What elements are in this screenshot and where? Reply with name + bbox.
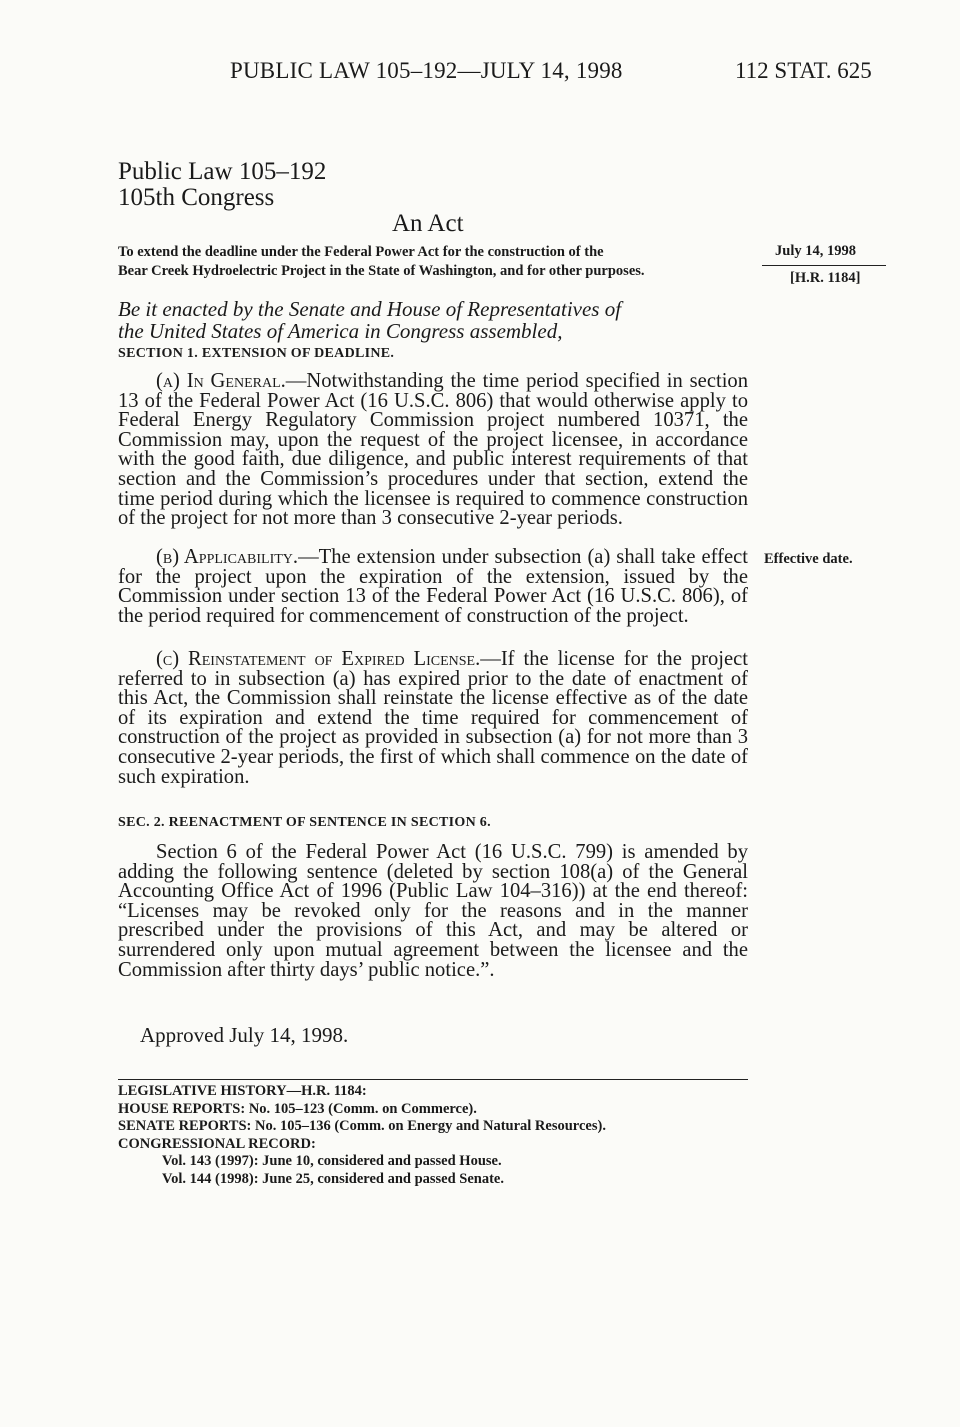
history-senate-reports: SENATE REPORTS: No. 105–136 (Comm. on Energy and Natural Resources). bbox=[118, 1118, 606, 1134]
section-1-heading: SECTION 1. EXTENSION OF DEADLINE. bbox=[118, 346, 395, 361]
subsection-a-label: (a) In General. bbox=[156, 370, 286, 392]
approval-line: Approved July 14, 1998. bbox=[140, 1023, 349, 1047]
subsection-b bbox=[118, 548, 748, 626]
an-act-heading: An Act bbox=[392, 210, 464, 237]
history-house-reports: HOUSE REPORTS: No. 105–123 (Comm. on Commerce). bbox=[118, 1100, 477, 1117]
public-law-number: Public Law 105–192 bbox=[118, 158, 327, 185]
subsection-a-text: —Notwithstanding the time period specified in section 13 of the Federal Power Act (16 U.S.C. 806) that would otherwise apply to Federal Energy Regulatory Commission project numbered 10371, the Commission may, upon the request of the project licensee, in accordance with the good faith, due diligence, and public interest requirements of that section and the Commission’s procedures under that section, extend the time period during which the licensee is required to commence construction of the project for not more than 3 consecutive 2-year periods. bbox=[118, 370, 749, 530]
section-2-body bbox=[118, 843, 748, 980]
subsection-a bbox=[118, 372, 748, 529]
history-heading: LEGISLATIVE HISTORY—H.R. 1184: bbox=[118, 1083, 367, 1099]
subsection-b-text: —The extension under subsection (a) shall take effect for the project upon the expiration of the extension, issued by the Commission under section 13 of the Federal Power Act (16 U.S.C. 806), of the period required for commencement of construction of the project. bbox=[118, 546, 748, 627]
subsection-c-text: —If the license for the project referred to in subsection (a) has expired prior to the date of enactment of this Act, the Commission shall reinstate the license effective as of the date of its expiration and extend the time required for commencement of construction of the project as provided in subsection (a) for not more than 3 consecutive 2-year periods, the first of which shall commence on the date of such expiration. bbox=[118, 648, 748, 788]
enacting-line: Be it enacted by the Senate and House of Representatives of bbox=[118, 297, 622, 321]
history-rule bbox=[118, 1079, 748, 1080]
subsection-c bbox=[118, 650, 748, 787]
legislative-history bbox=[118, 1083, 606, 1188]
purpose-clause bbox=[118, 243, 758, 281]
enacting-clause bbox=[118, 298, 750, 342]
margin-note-effective-date: Effective date. bbox=[764, 551, 853, 567]
running-head: PUBLIC LAW 105–192—JULY 14, 1998 bbox=[230, 58, 623, 83]
enacting-line: the United States of America in Congress assembled, bbox=[118, 319, 563, 343]
congress-number: 105th Congress bbox=[118, 184, 275, 211]
history-vol-143: Vol. 143 (1997): June 10, considered and passed House. bbox=[162, 1153, 502, 1169]
history-congressional-record: CONGRESSIONAL RECORD: bbox=[118, 1135, 316, 1152]
purpose-line: Bear Creek Hydroelectric Project in the State of Washington, and for other purposes. bbox=[118, 263, 645, 279]
section-2-heading: SEC. 2. REENACTMENT OF SENTENCE IN SECTION 6. bbox=[118, 815, 491, 830]
sidenote-rule bbox=[762, 265, 886, 266]
subsection-c-label: (c) Reinstatement of Expired License. bbox=[156, 648, 481, 670]
section-2-text: Section 6 of the Federal Power Act (16 U.S.C. 799) is amended by adding the following sentence (deleted by section 108(a) of the General Accounting Office Act of 1996 (Public Law 104–316)) at the end thereof: “Licenses may be revoked only for the reasons and in the manner prescribed under the provisions of this Act, and may be altered or surrendered only upon mutual agreement between the licensee and the Commission after thirty days’ public notice.”. bbox=[118, 841, 748, 981]
subsection-b-label: (b) Applicability. bbox=[156, 546, 299, 568]
stat-page-number: 112 STAT. 625 bbox=[735, 58, 872, 83]
history-vol-144: Vol. 144 (1998): June 25, considered and passed Senate. bbox=[162, 1170, 504, 1187]
purpose-line: To extend the deadline under the Federal Power Act for the construction of the bbox=[118, 244, 604, 260]
sidenote-date: July 14, 1998 bbox=[775, 243, 856, 259]
sidenote-bill-number: [H.R. 1184] bbox=[790, 270, 861, 286]
